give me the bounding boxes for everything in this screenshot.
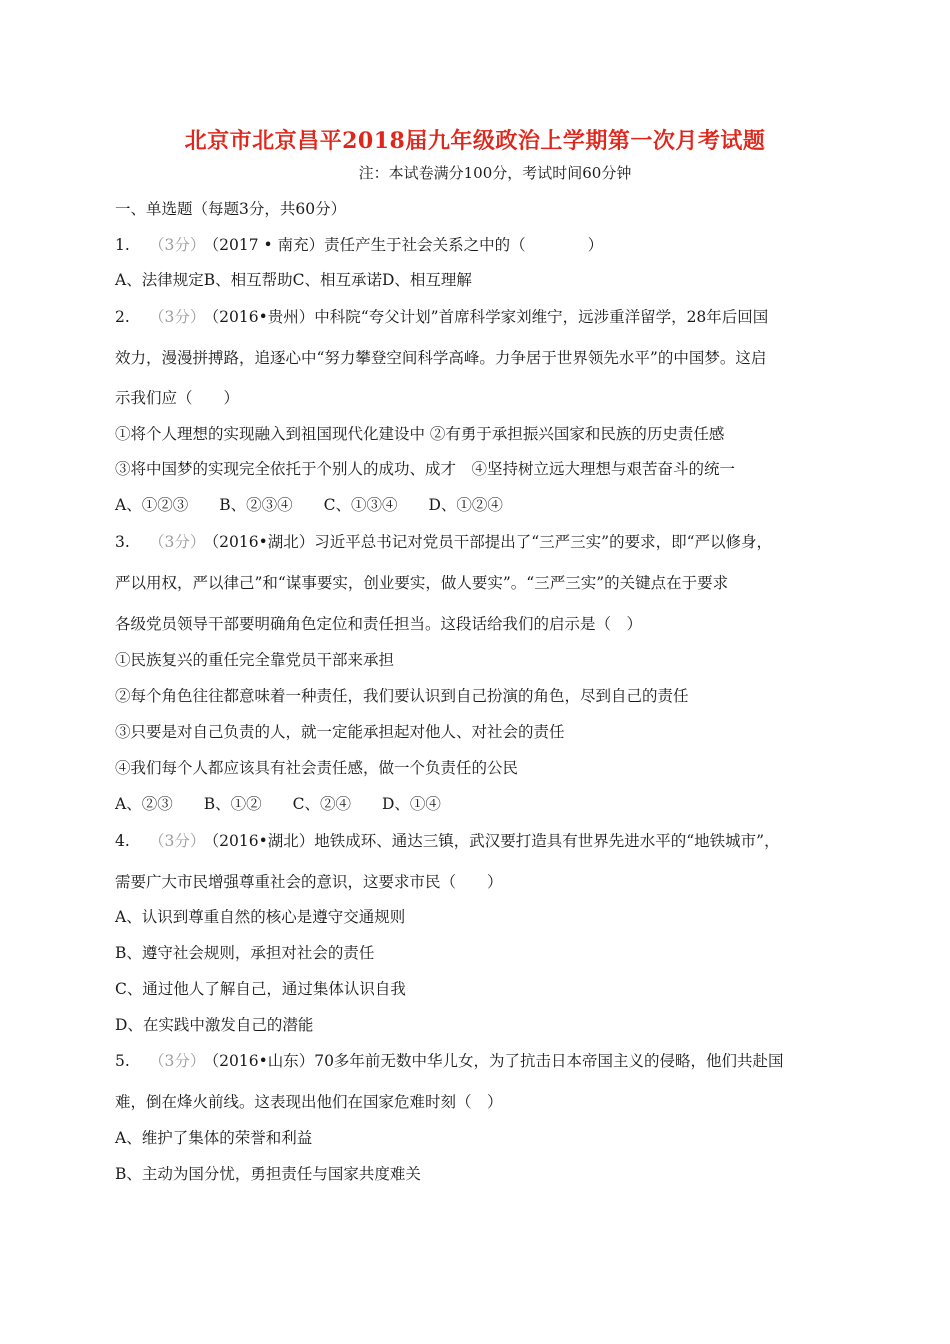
page-title: 北京市北京昌平2018届九年级政治上学期第一次月考试题 [184, 128, 766, 154]
question-3-item: ③只要是对自己负责的人，就一定能承担起对他人、对社会的责任 [115, 723, 565, 741]
exam-note: 注：本试卷满分100分，考试时间60分钟 [358, 164, 632, 182]
question-score: （3分） [149, 832, 206, 850]
question-3 [115, 530, 772, 552]
question-5-option-a: A、维护了集体的荣誉和利益 [115, 1129, 313, 1147]
question-3-options: A、②③ B、①② C、②④ D、①④ [115, 795, 441, 813]
question-1-options: A、法律规定B、相互帮助C、相互承诺D、相互理解 [115, 271, 472, 289]
question-number: 1. [115, 236, 130, 254]
question-text: （2016•湖北）地铁成环、通达三镇，武汉要打造具有世界先进水平的“地铁城市”， [211, 832, 780, 850]
question-5-line2: 难，倒在烽火前线。这表现出他们在国家危难时刻（ ） [115, 1093, 503, 1111]
question-score: （3分） [149, 308, 206, 326]
question-4-line2: 需要广大市民增强尊重社会的意识，这要求市民（ ） [115, 873, 503, 891]
question-number: 2. [115, 308, 130, 326]
question-text: （2017 • 南充）责任产生于社会关系之中的（ ） [211, 236, 604, 254]
question-2-line3: 示我们应（ ） [115, 389, 240, 407]
question-3-item: ①民族复兴的重任完全靠党员干部来承担 [115, 651, 395, 669]
question-score: （3分） [149, 533, 206, 551]
question-2-options: A、①②③ B、②③④ C、①③④ D、①②④ [115, 496, 503, 514]
question-3-line2: 严以用权，严以律己”和“谋事要实，创业要实，做人要实”。“三严三实”的关键点在于要求 [115, 574, 729, 592]
question-number: 5. [115, 1052, 130, 1070]
question-3-item: ④我们每个人都应该具有社会责任感，做一个负责任的公民 [115, 759, 519, 777]
question-text: （2016•贵州）中科院“夸父计划”首席科学家刘维宁，远涉重洋留学，28年后回国 [211, 308, 769, 326]
question-text: （2016•湖北）习近平总书记对党员干部提出了“三严三实”的要求，即“严以修身， [211, 533, 772, 551]
question-text: （2016•山东）70多年前无数中华儿女，为了抗击日本帝国主义的侵略，他们共赴国 [211, 1052, 784, 1070]
question-5 [115, 1049, 783, 1071]
question-5-option-b: B、主动为国分忧，勇担责任与国家共度难关 [115, 1165, 421, 1183]
question-3-line3: 各级党员领导干部要明确角色定位和责任担当。这段话给我们的启示是（ ） [115, 615, 643, 633]
question-score: （3分） [149, 1052, 206, 1070]
question-2-line2: 效力，漫漫拼搏路，追逐心中“努力攀登空间科学高峰。力争居于世界领先水平”的中国梦。这启 [115, 349, 767, 367]
question-4 [115, 829, 780, 851]
question-2-item: ③将中国梦的实现完全依托于个别人的成功、成才 ④坚持树立远大理想与艰苦奋斗的统一 [115, 460, 736, 478]
question-4-option-c: C、通过他人了解自己，通过集体认识自我 [115, 980, 406, 998]
section-heading: 一、单选题（每题3分，共60分） [115, 200, 347, 218]
question-1 [115, 233, 603, 255]
question-2 [115, 305, 768, 327]
question-4-option-b: B、遵守社会规则，承担对社会的责任 [115, 944, 375, 962]
question-4-option-d: D、在实践中激发自己的潜能 [115, 1016, 314, 1034]
question-score: （3分） [149, 236, 206, 254]
question-number: 4. [115, 832, 130, 850]
question-number: 3. [115, 533, 130, 551]
question-3-item: ②每个角色往往都意味着一种责任，我们要认识到自己扮演的角色，尽到自己的责任 [115, 687, 689, 705]
question-4-option-a: A、认识到尊重自然的核心是遵守交通规则 [115, 908, 406, 926]
question-2-item: ①将个人理想的实现融入到祖国现代化建设中 ②有勇于承担振兴国家和民族的历史责任感 [115, 425, 725, 443]
